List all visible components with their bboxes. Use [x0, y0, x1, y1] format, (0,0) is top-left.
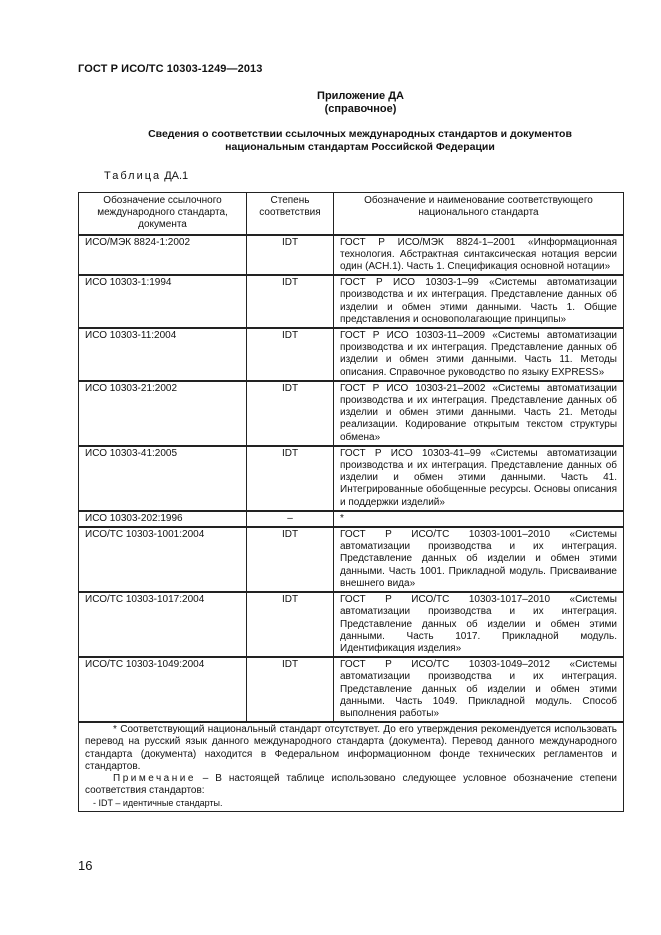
appendix-heading	[0, 90, 661, 116]
degree-cell: IDT	[247, 328, 334, 381]
note-label: Примечание	[113, 772, 196, 784]
degree-cell: IDT	[247, 235, 334, 276]
reference-standard-cell: ИСО/ТС 10303-1049:2004	[79, 657, 247, 722]
table-row	[79, 592, 624, 657]
table-note	[85, 773, 617, 797]
table-caption	[104, 170, 188, 182]
national-standard-cell: ГОСТ Р ИСО 10303-11–2009 «Системы автоматизации производства и их интеграция. Представление данных об изделии и обмен этими данными. Часть 11. Методы описания. Справочное руководство по языку EXPRESS»	[334, 328, 624, 381]
degree-cell: –	[247, 511, 334, 527]
reference-standard-cell: ИСО 10303-41:2005	[79, 446, 247, 511]
national-standard-cell: ГОСТ Р ИСО 10303-41–99 «Системы автоматизации производства и их интеграция. Представление данных об изделии и обмен этими данными. Часть 41. Интегрированные обобщенные ресурсы. Основы описания и поддержки изделий»	[334, 446, 624, 511]
table-notes	[79, 722, 624, 811]
reference-standard-cell: ИСО 10303-202:1996	[79, 511, 247, 527]
column-header-reference: Обозначение ссылочного международного стандарта, документа	[79, 193, 247, 235]
reference-standard-cell: ИСО/ТС 10303-1001:2004	[79, 527, 247, 592]
national-standard-cell: ГОСТ Р ИСО 10303-1–99 «Системы автоматизации производства и их интеграция. Представление данных об изделии и обмен этими данными. Часть 1. Общие представления и основополагающие принципы»	[334, 275, 624, 328]
reference-standard-cell: ИСО/МЭК 8824-1:2002	[79, 235, 247, 276]
appendix-subtitle: (справочное)	[324, 103, 397, 115]
appendix-title: Приложение ДА	[317, 90, 404, 102]
section-heading-line-2: национальным стандартам Российской Федерации	[225, 141, 495, 153]
national-standard-cell: ГОСТ Р ИСО 10303-21–2002 «Системы автоматизации производства и их интеграция. Представление данных об изделии и обмен этими данными. Часть 21. Методы реализации. Кодирование открытым текстом структуры обмена»	[334, 381, 624, 446]
reference-standard-cell: ИСО 10303-21:2002	[79, 381, 247, 446]
table-caption-id: ДА.1	[164, 170, 189, 182]
table-row	[79, 235, 624, 276]
table-row	[79, 657, 624, 722]
table-row	[79, 328, 624, 381]
degree-cell: IDT	[247, 381, 334, 446]
national-standard-cell: ГОСТ Р ИСО/ТС 10303-1049–2012 «Системы автоматизации производства и их интеграция. Представление данных об изделии и обмен этими данными. Часть 1049. Прикладной модуль. Способ выполнения работы»	[334, 657, 624, 722]
column-header-national: Обозначение и наименование соответствующего национального стандарта	[334, 193, 624, 235]
table-caption-word: Таблица	[104, 170, 162, 182]
reference-standard-cell: ИСО/ТС 10303-1017:2004	[79, 592, 247, 657]
national-standard-cell: ГОСТ Р ИСО/ТС 10303-1001–2010 «Системы автоматизации производства и их интеграция. Представление данных об изделии и обмен этими данными. Часть 1001. Прикладной модуль. Присваивание внешнего вида»	[334, 527, 624, 592]
table-footnote: * Соответствующий национальный стандарт отсутствует. До его утверждения рекомендуется использовать перевод на русский язык данного международного стандарта (документа). Перевод данного международного стандарта (документа) находится в Федеральном информационном фонде технических регламентов и стандартов.	[85, 724, 617, 772]
table-row	[79, 446, 624, 511]
section-heading	[110, 128, 610, 154]
note-text: – В настоящей таблице использовано следующее условное обозначение степени соответствия стандартов:	[85, 772, 617, 797]
correspondence-table	[78, 192, 624, 812]
national-standard-cell: ГОСТ Р ИСО/МЭК 8824-1–2001 «Информационная технология. Абстрактная синтаксическая нотация версии один (АСН.1). Часть 1. Спецификация основной нотации»	[334, 235, 624, 276]
section-heading-line-1: Сведения о соответствии ссылочных международных стандартов и документов	[148, 128, 572, 140]
national-standard-cell: ГОСТ Р ИСО/ТС 10303-1017–2010 «Системы автоматизации производства и их интеграция. Представление данных об изделии и обмен этими данными. Часть 1017. Прикладной модуль. Идентификация изделия»	[334, 592, 624, 657]
table-row	[79, 511, 624, 527]
table-notes-row	[79, 722, 624, 811]
reference-standard-cell: ИСО 10303-11:2004	[79, 328, 247, 381]
table-header-row	[79, 193, 624, 235]
note-item: - IDT – идентичные стандарты.	[93, 798, 223, 809]
page-number: 16	[78, 858, 93, 873]
degree-cell: IDT	[247, 275, 334, 328]
national-standard-cell: *	[334, 511, 624, 527]
table-row	[79, 527, 624, 592]
document-standard-code: ГОСТ Р ИСО/ТС 10303-1249—2013	[78, 63, 263, 75]
reference-standard-cell: ИСО 10303-1:1994	[79, 275, 247, 328]
degree-cell: IDT	[247, 446, 334, 511]
degree-cell: IDT	[247, 592, 334, 657]
table-row	[79, 275, 624, 328]
table-row	[79, 381, 624, 446]
degree-cell: IDT	[247, 657, 334, 722]
column-header-degree: Степень соответствия	[247, 193, 334, 235]
degree-cell: IDT	[247, 527, 334, 592]
